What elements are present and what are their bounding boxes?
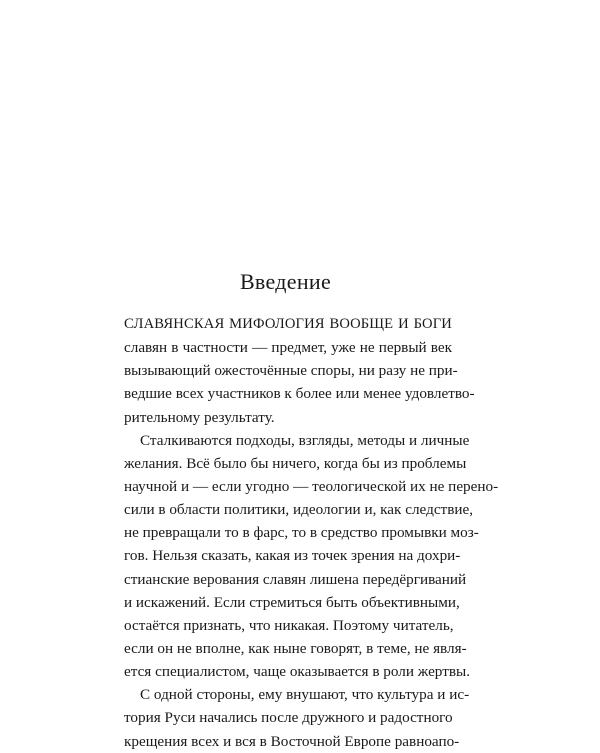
text-line: тория Руси начались после дружного и радостного — [124, 709, 453, 727]
text-line: крещения всех и вся в Восточной Европе равноапо- — [124, 732, 460, 750]
text-line: научной и — если угодно — теологической их не перено- — [124, 477, 499, 495]
text-line: ется специалистом, чаще оказывается в роли жертвы. — [124, 663, 471, 681]
text-line: гов. Нельзя сказать, какая из точек зрения на дохри- — [124, 547, 461, 565]
text-line: С одной стороны, ему внушают, что культура и ис- — [140, 686, 470, 704]
body-text — [124, 313, 499, 753]
text-line: остаётся признать, что никакая. Поэтому читатель, — [124, 616, 454, 634]
text-line: сили в области политики, идеологии и, как следствие, — [124, 501, 474, 519]
text-line: СЛАВЯНСКАЯ МИФОЛОГИЯ ВООБЩЕ И БОГИ — [124, 316, 452, 332]
text-line: Сталкиваются подходы, взгляды, методы и личные — [140, 431, 470, 449]
text-line: рительному результату. — [124, 408, 275, 426]
text-line: вызывающий ожесточённые споры, ни разу не при- — [124, 362, 458, 380]
text-line: и искажений. Если стремиться быть объективными, — [124, 593, 460, 611]
text-line: если он не вполне, как ныне говорят, в теме, не явля- — [124, 639, 467, 657]
text-line: не превращали то в фарс, то в средство промывки моз- — [124, 524, 479, 542]
text-line: ведшие всех участников к более или менее удовлетво- — [124, 385, 475, 403]
text-line: славян в частности — предмет, уже не первый век — [124, 339, 452, 357]
text-line: желания. Всё было бы ничего, когда бы из проблемы — [124, 454, 467, 472]
chapter-title: Введение — [239, 269, 332, 294]
text-line: стианские верования славян лишена передёргиваний — [124, 570, 467, 588]
